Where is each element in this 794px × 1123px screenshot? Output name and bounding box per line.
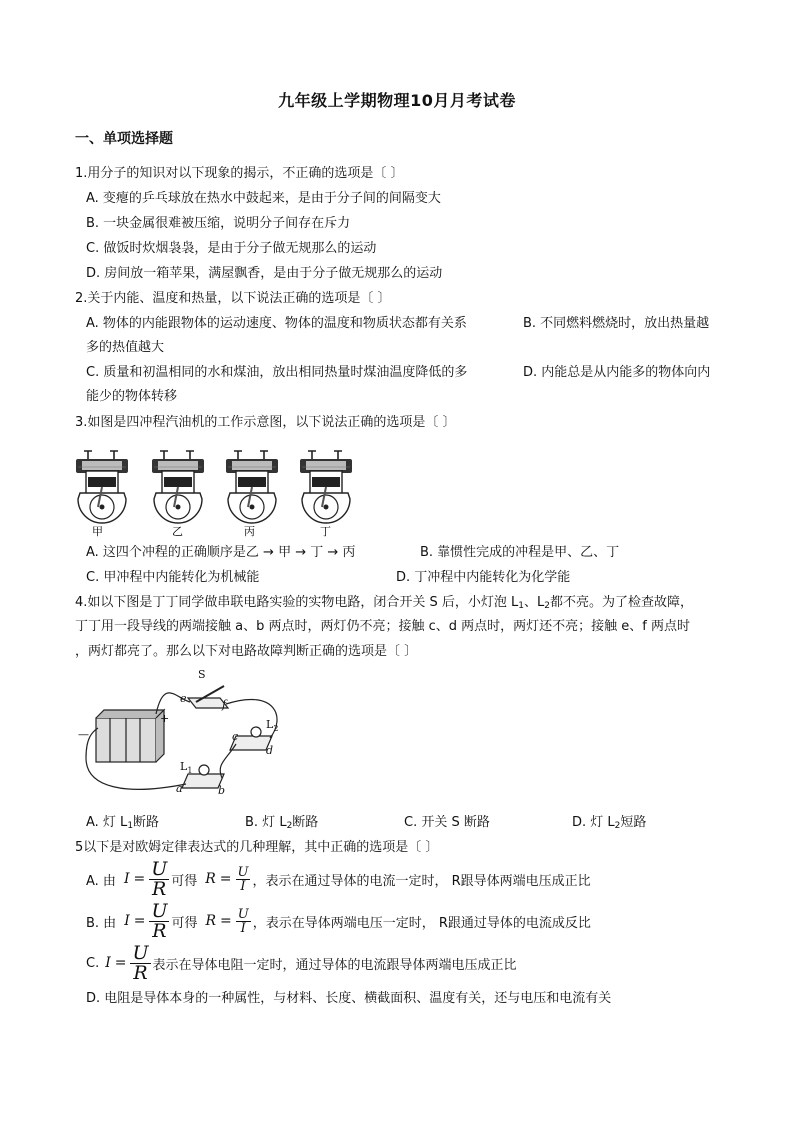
lamp-l2-subscript: 2: [273, 724, 279, 733]
point-f-label: f: [222, 698, 227, 711]
option-text: B. 由: [86, 915, 117, 931]
question-4-stem-part: 都不亮。为了检查故障，: [550, 595, 694, 610]
option-text: 可得: [171, 873, 198, 889]
question-3-option-b: B. 靠惯性完成的冲程是甲、乙、丁: [420, 545, 620, 560]
question-1-option-d: D. 房间放一箱苹果，满屋飘香，是由于分子做无规那么的运动: [86, 266, 443, 281]
denominator: I: [240, 920, 246, 936]
numerator: U: [237, 906, 249, 922]
question-4-option-c: C. 开关 S 断路: [404, 815, 490, 830]
fraction-u-over-r: [130, 941, 150, 984]
denominator: R: [152, 919, 167, 942]
question-2-option-c: C. 质量和初温相同的水和煤油，放出相同热量时煤油温度降低的多: [86, 365, 468, 380]
fraction-u-over-i: [236, 908, 251, 935]
math-symbol: I: [124, 913, 130, 929]
subscript: 2: [544, 601, 551, 611]
engine-label-jia: 甲: [92, 525, 103, 537]
math-symbol: =: [114, 955, 127, 971]
engine-label-bing: 丙: [244, 525, 255, 537]
question-4-stem-part: 4.如以下图是丁丁同学做串联电路实验的实物电路，闭合开关 S 后，小灯泡 L: [75, 595, 519, 610]
question-3-option-a: A. 这四个冲程的正确顺序是乙 → 甲 → 丁 → 丙: [86, 545, 356, 560]
option-text: B. 灯 L: [245, 815, 287, 830]
question-2-stem: 2.关于内能、温度和热量，以下说法正确的选项是〔 〕: [75, 291, 391, 306]
math-symbol: I: [123, 871, 130, 887]
question-4-option-a: [86, 811, 159, 831]
denominator: R: [152, 877, 167, 900]
math-symbol: =: [220, 913, 232, 929]
point-a-label: a: [176, 782, 183, 795]
option-text: 断路: [133, 815, 160, 830]
option-text: 断路: [292, 815, 319, 830]
question-4-stem-line1: [75, 591, 693, 611]
option-text: A. 灯 L: [86, 815, 128, 830]
option-text: 表示在导体电阻一定时，通过导体的电流跟导体两端电压成正比: [152, 957, 517, 973]
fraction-u-over-i: [236, 866, 251, 893]
point-b-label: b: [218, 784, 226, 797]
fraction-u-over-r: [149, 899, 169, 942]
section-heading: 一、单项选择题: [75, 131, 173, 147]
question-2-option-d: D. 内能总是从内能多的物体向内: [523, 365, 711, 380]
question-1-option-a: A. 变瘪的乒乓球放在热水中鼓起来，是由于分子间的间隔变大: [86, 191, 441, 206]
option-text: C.: [86, 955, 100, 971]
question-3-option-c: C. 甲冲程中内能转化为机械能: [86, 570, 260, 585]
option-text: D. 灯 L: [572, 815, 615, 830]
option-text: ，表示在导体两端电压一定时， R跟通过导体的电流成反比: [252, 915, 591, 931]
option-text: 短路: [620, 815, 647, 830]
subscript: 2: [286, 821, 293, 831]
numerator: U: [151, 899, 168, 922]
question-5-option-c: [86, 942, 517, 984]
engine-label-yi: 乙: [172, 525, 183, 537]
lamp-l1-letter: L: [180, 760, 188, 773]
lamp-l1-label: [180, 760, 192, 775]
question-2-option-b-cont: 多的热值越大: [86, 340, 165, 355]
question-5-stem: 5以下是对欧姆定律表达式的几种理解，其中正确的选项是〔 〕: [75, 840, 439, 855]
minus-sign: —: [78, 728, 89, 741]
denominator: R: [133, 961, 148, 984]
numerator: U: [237, 864, 249, 880]
question-5-option-d: D. 电阻是导体本身的一种属性，与材料、长度、横截面积、温度有关，还与电压和电流有关: [86, 991, 612, 1006]
question-3-option-d: D. 丁冲程中内能转化为化学能: [396, 570, 571, 585]
point-c-label: c: [232, 730, 239, 743]
engine-strokes-figure: [74, 445, 354, 537]
math-symbol: I: [105, 955, 111, 971]
math-symbol: =: [133, 913, 146, 929]
question-4-option-b: [245, 811, 318, 831]
question-2-option-a: A. 物体的内能跟物体的运动速度、物体的温度和物质状态都有关系: [86, 316, 467, 331]
math-symbol: =: [133, 871, 146, 887]
switch-label: S: [198, 668, 206, 681]
question-5-option-a: [86, 858, 591, 900]
lamp-l1-subscript: 1: [187, 766, 193, 775]
denominator: I: [240, 878, 246, 894]
question-4-stem-line3: ，两灯都亮了。那么以下对电路故障判断正确的选项是〔 〕: [75, 644, 418, 659]
question-4-option-d: [572, 811, 646, 831]
fraction-u-over-r: [149, 857, 169, 900]
math-symbol: =: [219, 871, 232, 887]
option-text: 可得: [171, 915, 198, 931]
lamp-l2-letter: L: [266, 718, 274, 731]
page-title: 九年级上学期物理10月月考试卷: [278, 91, 516, 110]
numerator: U: [151, 857, 168, 880]
option-text: A. 由: [86, 873, 116, 889]
question-4-stem-line2: 丁丁用一段导线的两端接触 a、b 两点时，两灯仍不亮；接触 c、d 两点时，两灯还不亮；接触 e、f 两点时: [75, 619, 690, 634]
question-1-option-c: C. 做饭时炊烟袅袅，是由于分子做无规那么的运动: [86, 241, 377, 256]
math-symbol: R: [205, 913, 217, 929]
circuit-figure: [76, 668, 308, 800]
subscript: 1: [127, 821, 134, 831]
engine-label-ding: 丁: [320, 525, 331, 537]
point-d-label: d: [266, 744, 274, 757]
option-text: ，表示在通过导体的电流一定时， R跟导体两端电压成正比: [252, 873, 591, 889]
numerator: U: [132, 941, 149, 964]
plus-sign: +: [160, 712, 170, 725]
question-1-option-b: B. 一块金属很难被压缩，说明分子间存在斥力: [86, 216, 351, 231]
question-2-option-d-cont: 能少的物体转移: [86, 389, 178, 404]
question-3-stem: 3.如图是四冲程汽油机的工作示意图，以下说法正确的选项是〔 〕: [75, 415, 456, 430]
question-1-stem: 1.用分子的知识对以下现象的揭示，不正确的选项是〔 〕: [75, 166, 404, 181]
point-e-label: e: [180, 692, 187, 705]
question-2-option-b: B. 不同燃料燃烧时，放出热量越: [523, 316, 710, 331]
subscript: 1: [518, 601, 525, 611]
question-4-stem-part: 、L: [524, 595, 545, 610]
question-5-option-b: [86, 900, 591, 942]
subscript: 2: [614, 821, 621, 831]
math-symbol: R: [205, 871, 216, 887]
